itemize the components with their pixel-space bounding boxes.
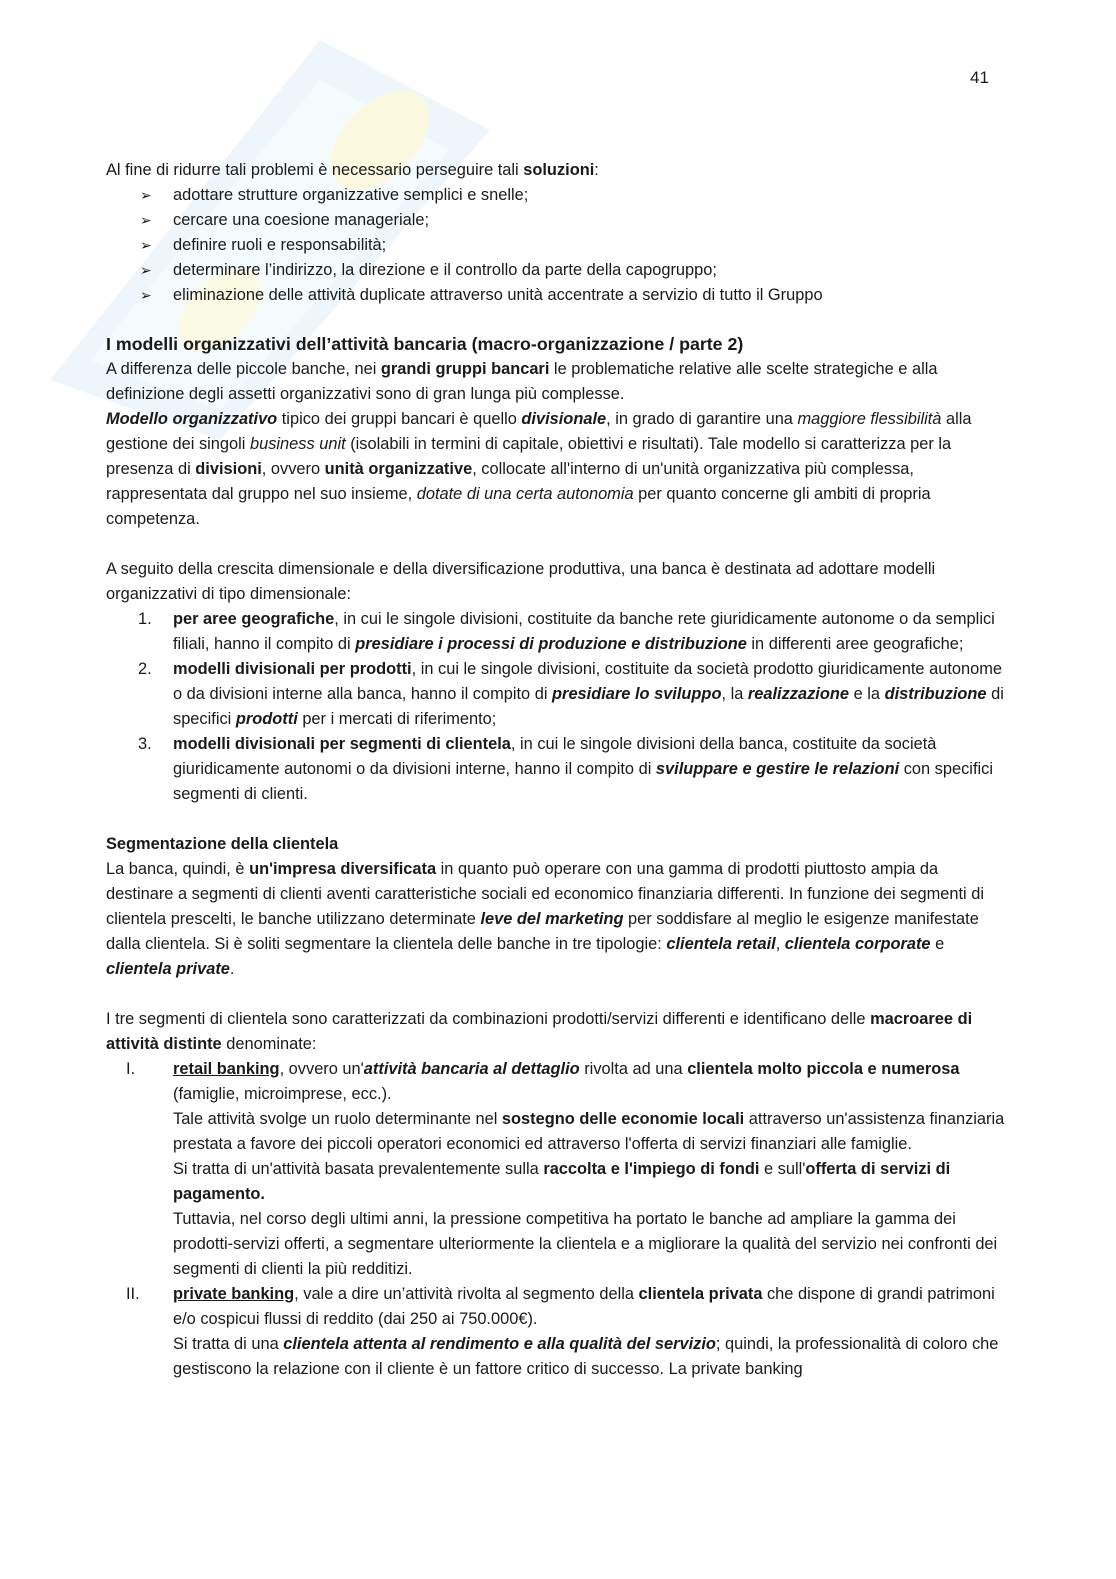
list-item: I. retail banking, ovvero un'attività bancaria al dettaglio rivolta ad una clientela molto piccola e numerosa (famiglie, microimprese, ecc.). Tale attività svolge un ruolo determinante nel sostegno delle economie locali attraverso un'assistenza finanziaria prestata a favore dei piccoli operatori economici ed attraverso l'offerta di servizi finanziari alle famiglie. Si tratta di un'attività basata prevalentemente sulla raccolta e l'impiego di fondi e sull'offerta di servizi di pagamento. Tuttavia, nel corso degli ultimi anni, la pressione competitiva ha portato le banche ad ampliare la gamma dei prodotti-servizi offerti, a segmentare ulteriormente la clientela e a migliorare la qualità del servizio nei confronti dei segmenti di clienti la più redditizi.	[126, 1060, 1005, 1278]
paragraph: I tre segmenti di clientela sono caratterizzati da combinazioni prodotti/servizi differenti e identificano delle macroaree di attività distinte denominate:	[106, 1010, 973, 1053]
page-number: 41	[970, 68, 989, 87]
paragraph: A differenza delle piccole banche, nei grandi gruppi bancari le problematiche relative alle scelte strategiche e alla definizione degli assetti organizzativi sono di gran lunga più complesse.	[106, 360, 938, 403]
document-body	[106, 158, 1006, 1382]
paragraph: Modello organizzativo tipico dei gruppi bancari è quello divisionale, in grado di garantire una maggiore flessibilità alla gestione dei singoli business unit (isolabili in termini di capitale, obiettivi e risultati). Tale modello si caratterizza per la presenza di divisioni, ovvero unità organizzative, collocate all'interno di un'unità organizzativa più complessa, rappresentata dal gruppo nel suo insieme, dotate di una certa autonomia per quanto concerne gli ambiti di propria competenza.	[106, 410, 972, 528]
solutions-list	[106, 183, 1006, 308]
list-item: II. private banking, vale a dire un’attività rivolta al segmento della clientela privata che dispone di grandi patrimoni e/o cospicui flussi di reddito (dai 250 ai 750.000€). Si tratta di una clientela attenta al rendimento e alla qualità del servizio; quindi, la professionalità di coloro che gestiscono la relazione con il cliente è un fattore critico di successo. La private banking	[126, 1285, 999, 1378]
macroareas-list	[106, 1057, 1006, 1382]
models-list	[106, 607, 1006, 807]
list-item: ➢ determinare l’indirizzo, la direzione e il controllo da parte della capogruppo;	[140, 258, 1006, 283]
list-item: ➢ definire ruoli e responsabilità;	[140, 233, 1006, 258]
section-heading: Segmentazione della clientela	[106, 835, 339, 853]
section-heading: I modelli organizzativi dell’attività bancaria (macro-organizzazione / parte 2)	[106, 334, 744, 354]
list-item: ➢ eliminazione delle attività duplicate attraverso unità accentrate a servizio di tutto il Gruppo	[140, 283, 1006, 308]
list-item: ➢ adottare strutture organizzative semplici e snelle;	[140, 183, 1006, 208]
list-item: ➢ cercare una coesione manageriale;	[140, 208, 1006, 233]
list-item: 1. per aree geografiche, in cui le singole divisioni, costituite da banche rete giuridicamente autonome o da semplici filiali, hanno il compito di presidiare i processi di produzione e distribuzione in differenti aree geografiche;	[138, 610, 995, 653]
list-item: 3. modelli divisionali per segmenti di clientela, in cui le singole divisioni della banca, costituite da società giuridicamente autonomi o da divisioni interne, hanno il compito di sviluppare e gestire le relazioni con specifici segmenti di clienti.	[138, 735, 993, 803]
paragraph: A seguito della crescita dimensionale e della diversificazione produttiva, una banca è destinata ad adottare modelli organizzativi di tipo dimensionale:	[106, 560, 936, 603]
paragraph: La banca, quindi, è un'impresa diversificata in quanto può operare con una gamma di prodotti piuttosto ampia da destinare a segmenti di clienti aventi caratteristiche sociali ed economico finanziaria differenti. In funzione dei segmenti di clientela prescelti, le banche utilizzano determinate leve del marketing per soddisfare al meglio le esigenze manifestate dalla clientela. Si è soliti segmentare la clientela delle banche in tre tipologie: clientela retail, clientela corporate e clientela private.	[106, 860, 984, 978]
intro-paragraph: Al fine di ridurre tali problemi è necessario perseguire tali soluzioni:	[106, 161, 599, 179]
list-item: 2. modelli divisionali per prodotti, in cui le singole divisioni, costituite da società prodotto giuridicamente autonome o da divisioni interne alla banca, hanno il compito di presidiare lo sviluppo, la realizzazione e la distribuzione di specifici prodotti per i mercati di riferimento;	[138, 660, 1004, 728]
